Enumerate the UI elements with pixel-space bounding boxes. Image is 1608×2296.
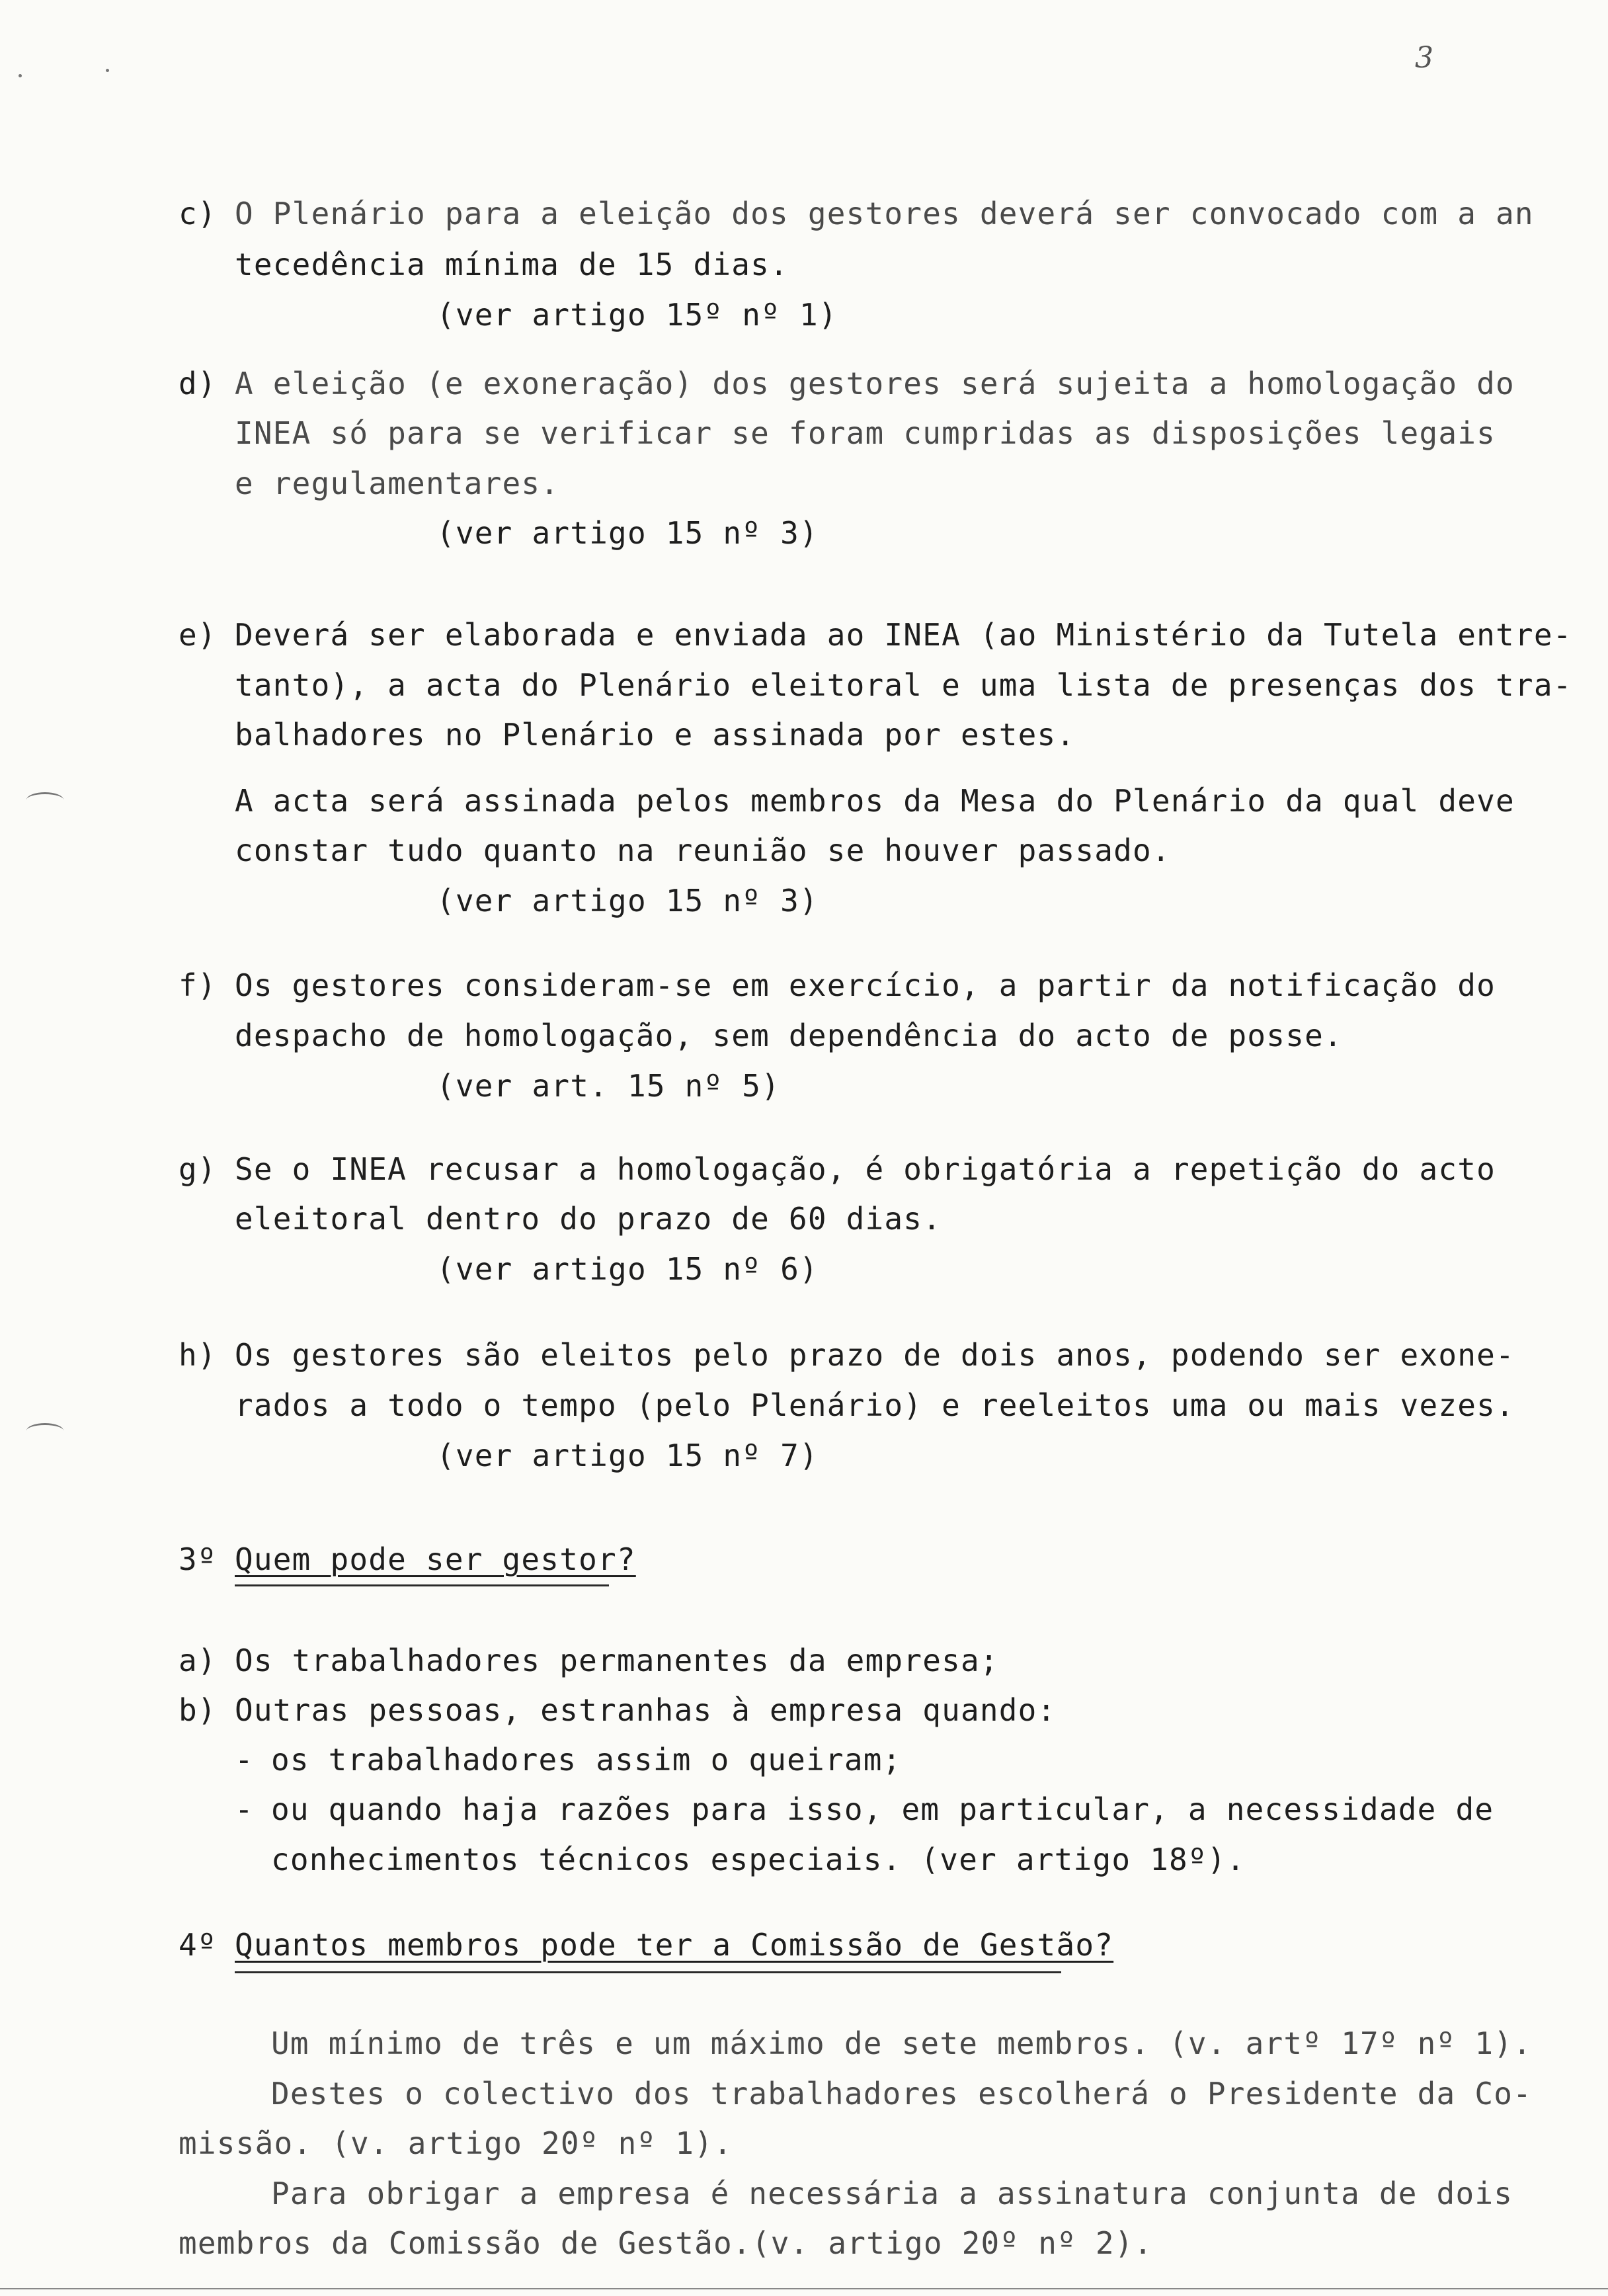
section-3-item-a: Os trabalhadores permanentes da empresa; — [235, 1643, 999, 1678]
item-c-reference: (ver artigo 15º nº 1) — [436, 297, 838, 333]
item-h-line-1: Os gestores são eleitos pelo prazo de dois anos, podendo ser exone- — [235, 1337, 1515, 1373]
scan-speck — [106, 69, 109, 72]
section-3-sub-item-2-line-1: ou quando haja razões para isso, em particular, a necessidade de — [271, 1791, 1494, 1827]
page-number: 3 — [1415, 41, 1433, 75]
margin-hole-mark — [26, 792, 63, 807]
section-4-line-3: missão. (v. artigo 20º nº 1). — [179, 2125, 733, 2161]
section-3-sub-item-2-line-2: conhecimentos técnicos especiais. (ver artigo 18º). — [271, 1842, 1246, 1877]
section-4-line-1: Um mínimo de três e um máximo de sete membros. (v. artº 17º nº 1). — [271, 2026, 1533, 2061]
section-4-line-2: Destes o colectivo dos trabalhadores escolherá o Presidente da Co- — [271, 2076, 1533, 2112]
page-bottom-edge — [0, 2288, 1608, 2289]
item-f-marker: f) — [179, 967, 217, 1003]
item-c-line-2: tecedência mínima de 15 dias. — [235, 247, 789, 282]
item-d-marker: d) — [179, 366, 217, 401]
item-e-line-2: tanto), a acta do Plenário eleitoral e uma lista de presenças dos tra- — [235, 667, 1572, 703]
item-h-line-2: rados a todo o tempo (pelo Plenário) e reeleitos uma ou mais vezes. — [235, 1387, 1515, 1423]
section-3-dash: - — [235, 1742, 254, 1778]
item-h-marker: h) — [179, 1337, 217, 1373]
item-f-line-1: Os gestores consideram-se em exercício, a partir da notificação do — [235, 967, 1496, 1003]
margin-hole-mark — [26, 1423, 63, 1438]
section-3-b-marker: b) — [179, 1692, 217, 1728]
section-3-heading: Quem pode ser gestor? — [235, 1541, 636, 1577]
item-f-reference: (ver art. 15 nº 5) — [436, 1068, 781, 1104]
item-d-line-2: INEA só para se verificar se foram cumpridas as disposições legais — [235, 415, 1496, 451]
section-3-a-marker: a) — [179, 1643, 217, 1678]
section-4-line-5: membros da Comissão de Gestão.(v. artigo 20º nº 2). — [179, 2225, 1153, 2261]
item-g-line-2: eleitoral dentro do prazo de 60 dias. — [235, 1201, 942, 1237]
item-e-reference: (ver artigo 15 nº 3) — [436, 883, 819, 919]
scan-speck — [19, 74, 22, 77]
item-e-marker: e) — [179, 617, 217, 653]
item-g-marker: g) — [179, 1151, 217, 1187]
item-f-line-2: despacho de homologação, sem dependência do acto de posse. — [235, 1018, 1343, 1053]
item-d-line-3: e regulamentares. — [235, 466, 560, 501]
item-d-line-1: A eleição (e exoneração) dos gestores será sujeita a homologação do — [235, 366, 1515, 401]
section-3-heading-rule — [235, 1584, 609, 1586]
item-c-line-1: O Plenário para a eleição dos gestores deverá ser convocado com a an — [235, 196, 1534, 231]
item-g-reference: (ver artigo 15 nº 6) — [436, 1251, 819, 1287]
item-e-paragraph-2-line-2: constar tudo quanto na reunião se houver passado. — [235, 833, 1171, 868]
section-3-number: 3º — [179, 1541, 217, 1577]
item-e-line-1: Deverá ser elaborada e enviada ao INEA (ao Ministério da Tutela entre- — [235, 617, 1572, 653]
section-3-item-b: Outras pessoas, estranhas à empresa quando: — [235, 1692, 1057, 1728]
item-h-reference: (ver artigo 15 nº 7) — [436, 1438, 819, 1473]
item-g-line-1: Se o INEA recusar a homologação, é obrigatória a repetição do acto — [235, 1151, 1496, 1187]
section-3-sub-item-1: os trabalhadores assim o queiram; — [271, 1742, 902, 1778]
item-d-reference: (ver artigo 15 nº 3) — [436, 515, 819, 551]
item-e-paragraph-2-line-1: A acta será assinada pelos membros da Mesa do Plenário da qual deve — [235, 783, 1515, 819]
section-3-dash: - — [235, 1791, 254, 1827]
section-4-heading-rule — [235, 1971, 1061, 1973]
section-4-number: 4º — [179, 1927, 217, 1963]
section-4-line-4: Para obrigar a empresa é necessária a assinatura conjunta de dois — [271, 2176, 1513, 2211]
item-e-line-3: balhadores no Plenário e assinada por estes. — [235, 717, 1076, 753]
section-4-heading: Quantos membros pode ter a Comissão de Gestão? — [235, 1927, 1114, 1963]
item-c-marker: c) — [179, 196, 217, 231]
